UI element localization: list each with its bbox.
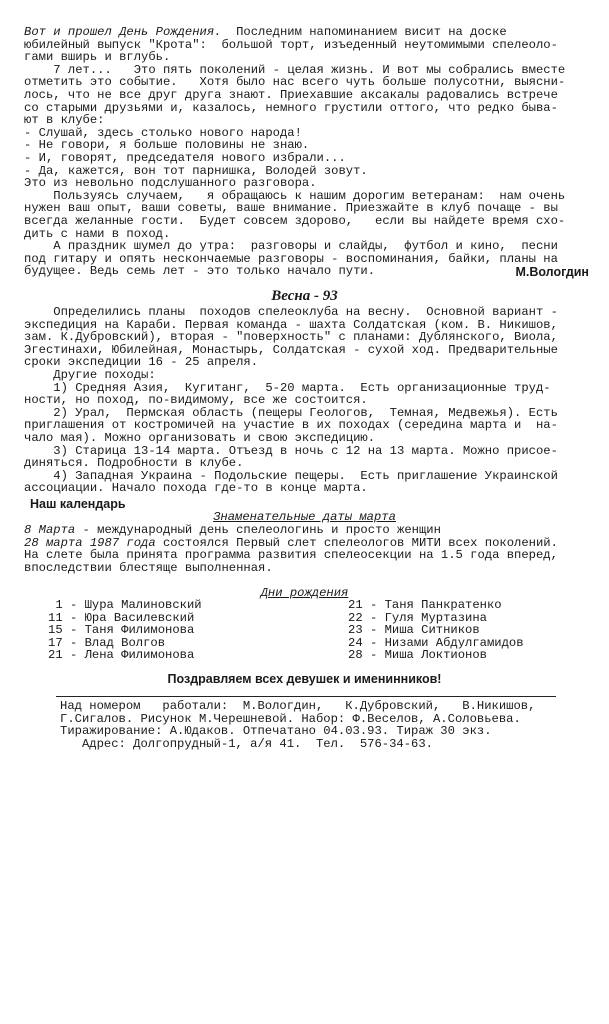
- text-line: - Слушай, здесь столько нового народа!: [24, 125, 302, 140]
- text-line: 7 лет... Это пять поколений - целая жизнь. И вот мы собрались вместе: [24, 62, 566, 77]
- text-line: дить с нами в поход.: [24, 226, 171, 241]
- birthday-article: [24, 26, 589, 278]
- birthday-entry: 1 - Шура Малиновский: [48, 598, 202, 612]
- date-line: На слете была принята программа развития спелеосекции на 1.5 года вперед,: [24, 548, 558, 563]
- spring-article: [24, 306, 589, 495]
- text-line: юбилейный выпуск "Крота": большой торт, изъеденный неутомимыми спелеоло-: [24, 37, 558, 52]
- text-line: ют в клубе:: [24, 113, 105, 128]
- dates-subtitle: Знаменательные даты марта: [213, 510, 396, 524]
- text-line: 4) Западная Украина - Подольские пещеры. Есть приглашение Украинской: [24, 468, 558, 483]
- imprint-line: Над номером работали: М.Вологдин, К.Дубровский, В.Никишов,: [60, 699, 536, 713]
- text-line: под гитару и опять нескончаемые разговоры - воспоминания, байки, планы на: [24, 251, 558, 266]
- birthdays-right-column: [348, 599, 598, 662]
- date-line: впоследствии блестяще выполненная.: [24, 560, 273, 575]
- birthday-entry: 15 - Таня Филимонова: [48, 623, 195, 638]
- imprint-line: Адрес: Долгопрудный-1, а/я 41. Тел. 576-34-63.: [60, 736, 433, 751]
- text-line: А праздник шумел до утра: разговоры и слайды, футбол и кино, песни: [24, 239, 558, 254]
- text-line: Пользуясь случаем, я обращаюсь к нашим дорогим ветеранам: нам очень: [24, 188, 566, 203]
- text-line: 3) Старица 13-14 марта. Отъезд в ночь с 12 на 13 марта. Можно присое-: [24, 443, 558, 458]
- text-line: Определились планы походов спелеоклуба на весну. Основной вариант -: [24, 305, 558, 319]
- text-line: Эгестинахи, Юбилейная, Монастырь, Солдатская - сухой ход. Предварительные: [24, 342, 558, 357]
- congratulations-line: Поздравляем всех девушек и именинников!: [167, 672, 442, 686]
- imprint-line: Тиражирование: А.Юдаков. Отпечатано 04.03.93. Тираж 30 экз.: [60, 724, 492, 739]
- text-line: чало мая). Можно организовать и свою экспедицию.: [24, 430, 376, 445]
- text-line: ности, но поход, по-видимому, все же состоится.: [24, 393, 368, 408]
- text-line: нужен ваш опыт, ваши советы, ваше внимание. Приезжайте в клуб почаще - вы: [24, 201, 558, 216]
- birthday-entry: 21 - Лена Филимонова: [48, 648, 195, 663]
- birthday-entry: 11 - Юра Василевский: [48, 610, 195, 625]
- text-line: Это из невольно подслушанного разговора.: [24, 176, 317, 191]
- text-line: приглашения от костромичей на участие в их походах (середина марта и на-: [24, 418, 558, 433]
- birthday-entry: 24 - Низами Абдулгамидов: [348, 635, 524, 650]
- imprint-block: [60, 700, 580, 750]
- birthdays-left-column: [48, 599, 298, 662]
- text-line: 2) Урал, Пермская область (пещеры Геологов, Темная, Медвежья). Есть: [24, 405, 558, 420]
- birthday-entry: 21 - Таня Панкратенко: [348, 598, 502, 612]
- text-line: лось, что не все друг друга знают. Приехавшие аксакалы радовались встрече: [24, 87, 558, 102]
- birthday-entry: 22 - Гуля Муртазина: [348, 610, 487, 625]
- text-line: всегда желанные гости. Будет совсем здорово, если вы найдете время схо-: [24, 213, 566, 228]
- birthdays-subtitle: Дни рождения: [260, 586, 349, 600]
- text-line: диняться. Подробности в клубе.: [24, 456, 244, 471]
- text-line: будущее. Ведь семь лет - это только начало пути.: [24, 264, 376, 279]
- text-line: гами вширь и вглубь.: [24, 50, 171, 65]
- lead-phrase: Вот и прошел День Рождения.: [24, 25, 222, 39]
- text-line: - И, говорят, председателя нового избрали...: [24, 150, 346, 165]
- author-signature: М.Вологдин: [515, 265, 589, 279]
- text-line: со старыми друзьями и, казалось, немного грустили оттого, что редко быва-: [24, 100, 558, 115]
- date-line: 28 марта 1987 года состоялся Первый слет спелеологов МИТИ всех поколений.: [24, 535, 558, 550]
- dates-list: [24, 524, 589, 574]
- imprint-divider: [56, 696, 556, 697]
- text-line: 1) Средняя Азия, Кугитанг, 5-20 марта. Есть организационные труд-: [24, 380, 551, 395]
- text-line: Другие походы:: [24, 367, 156, 382]
- text-line: отметить это событие. Хотя было нас всего чуть больше полусотни, выясни-: [24, 75, 566, 90]
- text-line: ассоциации. Начало похода где-то в конце марта.: [24, 481, 368, 496]
- date-line: 8 Марта - международный день спелеологинь и просто женщин: [24, 523, 441, 537]
- birthday-entry: 23 - Миша Ситников: [348, 623, 480, 638]
- calendar-title: Наш календарь: [30, 497, 126, 511]
- imprint-line: Г.Сигалов. Рисунок М.Черешневой. Набор: Ф.Веселов, А.Соловьева.: [60, 711, 521, 726]
- text-line: зам. К.Дубровский), вторая - "поверхность" с планами: Дублянского, Виола,: [24, 330, 558, 345]
- text-line: - Да, кажется, вон тот парнишка, Володей зовут.: [24, 163, 368, 178]
- text-line: экспедиция на Караби. Первая команда - шахта Солдатская (ком. В. Никишов,: [24, 317, 558, 332]
- text-line: Вот и прошел День Рождения. Последним напоминанием висит на доске: [24, 25, 507, 39]
- birthday-entry: 28 - Миша Локтионов: [348, 648, 487, 663]
- text-line: сроки экспедиции 16 - 25 апреля.: [24, 355, 259, 370]
- section-title-spring: Весна - 93: [271, 288, 338, 304]
- text-line: - Не говори, я больше половины не знаю.: [24, 138, 310, 153]
- birthday-entry: 17 - Влад Волгов: [48, 635, 166, 650]
